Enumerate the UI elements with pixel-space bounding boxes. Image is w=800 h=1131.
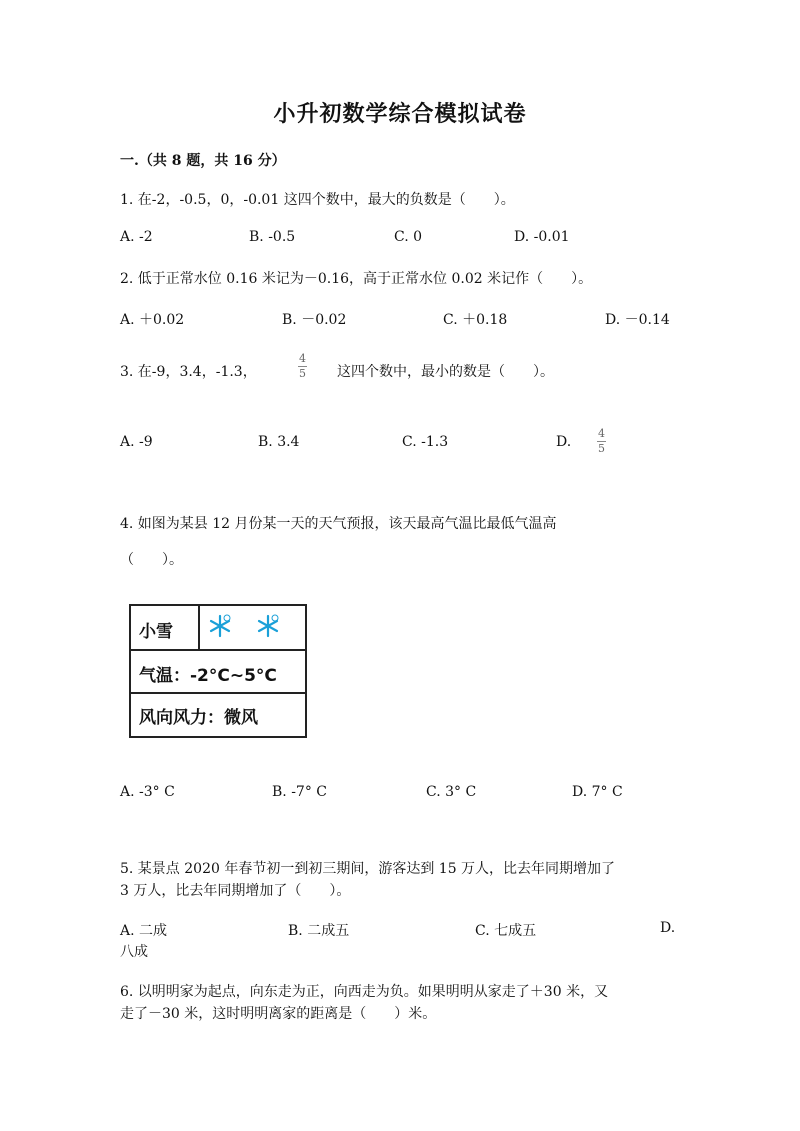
- fraction-denominator: 5: [299, 367, 306, 380]
- question-4-line-2: （ ）。: [120, 552, 183, 568]
- q2-option-a: A. ＋0.02: [120, 312, 185, 328]
- q1-option-b: B. -0.5: [249, 229, 296, 245]
- weather-row-temperature: [131, 651, 305, 694]
- q1-option-d: D. -0.01: [514, 229, 570, 245]
- snowflake-icon: [207, 613, 233, 639]
- q2-option-c: C. ＋0.18: [443, 312, 508, 328]
- q2-option-d: D. －0.14: [605, 312, 670, 328]
- weather-row-condition: [131, 606, 305, 651]
- weather-divider: [198, 606, 200, 649]
- fraction-four-fifths: [298, 353, 307, 380]
- fraction-numerator: 4: [299, 352, 306, 365]
- question-2: 2. 低于正常水位 0.16 米记为－0.16，高于正常水位 0.02 米记作（ ）。: [120, 271, 593, 287]
- q3-option-a: A. -9: [120, 434, 153, 450]
- question-6-line-2: 走了－30 米，这时明明离家的距离是（ ）米。: [120, 1006, 437, 1022]
- weather-temperature: 气温：-2°C~5°C: [139, 666, 277, 686]
- fraction-denominator: 5: [598, 442, 605, 455]
- snowflake-icon: [255, 613, 281, 639]
- weather-condition: 小雪: [139, 622, 173, 642]
- q1-option-a: A. -2: [120, 229, 153, 245]
- q5-option-d-text: 八成: [120, 944, 148, 960]
- q5-option-d: D.: [660, 920, 676, 936]
- q4-option-d: D. 7° C: [572, 784, 623, 800]
- q3-option-d: D.: [556, 434, 572, 450]
- weather-forecast-box: [129, 604, 307, 738]
- q5-option-a: A. 二成: [120, 923, 168, 939]
- question-4-line-1: 4. 如图为某县 12 月份某一天的天气预报，该天最高气温比最低气温高: [120, 516, 557, 532]
- question-3-part-a: 3. 在-9，3.4，-1.3，: [120, 364, 257, 380]
- weather-wind: 风向风力：微风: [139, 708, 258, 728]
- q4-option-b: B. -7° C: [272, 784, 327, 800]
- fraction-numerator: 4: [598, 427, 605, 440]
- question-5-line-1: 5. 某景点 2020 年春节初一到初三期间，游客达到 15 万人，比去年同期增加了: [120, 861, 616, 877]
- section-heading: 一.（共 8 题，共 16 分）: [120, 153, 286, 169]
- question-6-line-1: 6. 以明明家为起点，向东走为正，向西走为负。如果明明从家走了＋30 米，又: [120, 984, 609, 1000]
- option-d-fraction: [597, 428, 606, 455]
- q3-option-b: B. 3.4: [258, 434, 300, 450]
- q4-option-a: A. -3° C: [120, 784, 175, 800]
- q1-option-c: C. 0: [394, 229, 423, 245]
- question-5-line-2: 3 万人，比去年同期增加了（ ）。: [120, 883, 351, 899]
- question-1: 1. 在-2，-0.5，0，-0.01 这四个数中，最大的负数是（ ）。: [120, 192, 515, 208]
- q4-option-c: C. 3° C: [426, 784, 477, 800]
- question-3-part-b: 这四个数中，最小的数是（ ）。: [337, 364, 554, 380]
- weather-row-wind: [131, 694, 305, 736]
- q5-option-b: B. 二成五: [288, 923, 350, 939]
- q5-option-c: C. 七成五: [475, 923, 537, 939]
- q3-option-c: C. -1.3: [402, 434, 449, 450]
- q2-option-b: B. －0.02: [282, 312, 347, 328]
- page-title: 小升初数学综合模拟试卷: [273, 101, 527, 127]
